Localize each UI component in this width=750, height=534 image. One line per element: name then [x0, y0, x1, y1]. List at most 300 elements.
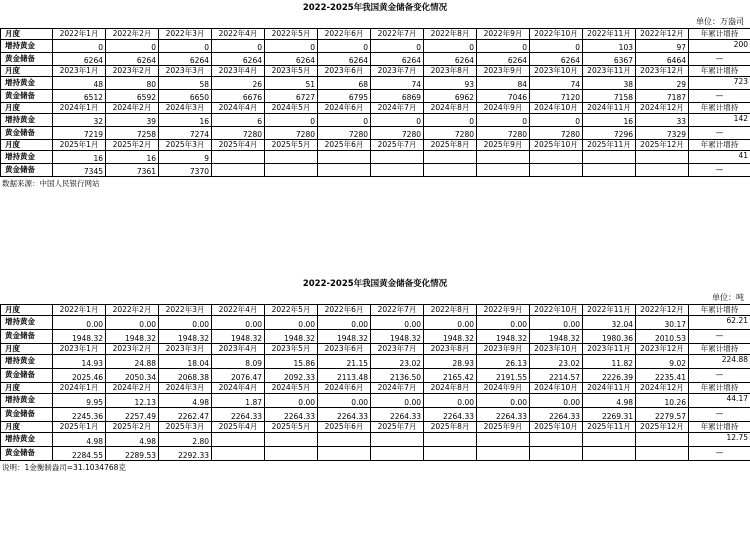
increase-cell: 39 [106, 114, 159, 127]
increase-cell: 0.00 [371, 394, 424, 408]
increase-cell: 28.93 [424, 355, 477, 369]
increase-cell: 103 [583, 40, 636, 53]
reserve-cell: 2269.31 [583, 408, 636, 422]
reserve-cell: 6650 [159, 90, 212, 103]
increase-cell [583, 433, 636, 447]
annual-total-header: 年累计增持 [689, 383, 750, 394]
reserve-cell: 6464 [636, 53, 689, 66]
gold-reserve-table [0, 304, 750, 461]
reserve-cell: 2010.53 [636, 330, 689, 344]
reserve-cell: 6592 [106, 90, 159, 103]
reserve-cell: 1948.32 [318, 330, 371, 344]
reserve-cell: 2226.39 [583, 369, 636, 383]
month-header-cell: 2025年1月 [53, 422, 106, 433]
reserve-cell: 1948.32 [53, 330, 106, 344]
month-header-cell: 2024年9月 [477, 383, 530, 394]
month-header-cell: 2022年9月 [477, 305, 530, 316]
month-header-cell: 2024年7月 [371, 103, 424, 114]
annual-total-header: 年累计增持 [689, 344, 750, 355]
reserve-cell: 2262.47 [159, 408, 212, 422]
reserve-row-label: 黄金储备 [1, 164, 53, 177]
month-header-cell: 2022年6月 [318, 29, 371, 40]
increase-cell: 93 [424, 77, 477, 90]
reserve-cell: 7296 [583, 127, 636, 140]
source-note: 说明：1金衡制盎司=31.1034768克 [2, 463, 126, 472]
month-header-cell: 2025年1月 [53, 140, 106, 151]
reserve-cell: 2289.53 [106, 447, 159, 461]
month-header-cell: 2023年12月 [636, 344, 689, 355]
month-header-cell: 2022年11月 [583, 29, 636, 40]
month-header-cell: 2024年8月 [424, 103, 477, 114]
reserve-cell: 6727 [265, 90, 318, 103]
month-header-cell: 2024年11月 [583, 383, 636, 394]
increase-cell [212, 433, 265, 447]
reserve-cell: 2284.55 [53, 447, 106, 461]
month-header-cell: 2023年4月 [212, 344, 265, 355]
tonne-table-section [0, 276, 750, 475]
annual-total-header: 年累计增持 [689, 140, 750, 151]
increase-cell: 0 [371, 40, 424, 53]
month-header-cell: 2025年4月 [212, 140, 265, 151]
month-header-cell: 2022年5月 [265, 305, 318, 316]
reserve-cell: 6264 [159, 53, 212, 66]
increase-cell: 30.17 [636, 316, 689, 330]
increase-cell: 11.82 [583, 355, 636, 369]
month-header-cell: 2025年12月 [636, 140, 689, 151]
increase-cell: 0.00 [530, 394, 583, 408]
month-header-cell: 2025年5月 [265, 422, 318, 433]
reserve-cell: 7280 [371, 127, 424, 140]
increase-cell: 0.00 [371, 316, 424, 330]
increase-cell: 9 [159, 151, 212, 164]
increase-row-label: 增持黄金 [1, 114, 53, 127]
month-row-label: 月度 [1, 344, 53, 355]
increase-cell: 16 [159, 114, 212, 127]
increase-cell [371, 433, 424, 447]
reserve-cell: 2245.36 [53, 408, 106, 422]
increase-cell: 0 [424, 114, 477, 127]
increase-cell [318, 151, 371, 164]
reserve-row-label: 黄金储备 [1, 127, 53, 140]
month-header-cell: 2024年12月 [636, 383, 689, 394]
month-header-cell: 2022年8月 [424, 305, 477, 316]
reserve-cell [530, 164, 583, 177]
increase-cell: 2.80 [159, 433, 212, 447]
month-header-cell: 2024年12月 [636, 103, 689, 114]
month-header-cell: 2022年8月 [424, 29, 477, 40]
month-header-cell: 2023年9月 [477, 344, 530, 355]
reserve-cell: 2136.50 [371, 369, 424, 383]
month-header-cell: 2024年1月 [53, 103, 106, 114]
increase-row [1, 151, 750, 164]
reserve-cell: 1948.32 [265, 330, 318, 344]
month-header-cell: 2023年1月 [53, 344, 106, 355]
increase-cell: 0 [318, 114, 371, 127]
annual-total-dash: — [689, 369, 750, 383]
increase-cell: 0.00 [318, 394, 371, 408]
reserve-cell: 6512 [53, 90, 106, 103]
reserve-cell: 6264 [212, 53, 265, 66]
reserve-cell [636, 164, 689, 177]
reserve-cell: 7280 [318, 127, 371, 140]
month-header-cell: 2025年3月 [159, 422, 212, 433]
month-header-cell: 2022年10月 [530, 305, 583, 316]
increase-cell: 16 [583, 114, 636, 127]
reserve-cell: 7274 [159, 127, 212, 140]
month-header-cell: 2022年3月 [159, 29, 212, 40]
month-header-cell: 2024年3月 [159, 383, 212, 394]
reserve-row-label: 黄金储备 [1, 330, 53, 344]
annual-total-header: 年累计增持 [689, 305, 750, 316]
month-header-row [1, 422, 750, 433]
reserve-cell [371, 164, 424, 177]
month-header-cell: 2024年5月 [265, 383, 318, 394]
month-header-cell: 2023年3月 [159, 66, 212, 77]
reserve-cell: 6795 [318, 90, 371, 103]
increase-cell: 0 [53, 40, 106, 53]
reserve-row [1, 369, 750, 383]
month-header-cell: 2023年11月 [583, 344, 636, 355]
month-row-label: 月度 [1, 140, 53, 151]
reserve-cell: 6869 [371, 90, 424, 103]
month-header-cell: 2025年2月 [106, 140, 159, 151]
reserve-cell: 7280 [424, 127, 477, 140]
month-header-cell: 2024年10月 [530, 383, 583, 394]
increase-cell: 9.02 [636, 355, 689, 369]
month-header-cell: 2023年12月 [636, 66, 689, 77]
month-header-cell: 2022年2月 [106, 305, 159, 316]
increase-cell: 18.04 [159, 355, 212, 369]
month-header-cell: 2023年6月 [318, 66, 371, 77]
month-row-label: 月度 [1, 422, 53, 433]
month-header-cell: 2025年3月 [159, 140, 212, 151]
reserve-cell: 2264.33 [477, 408, 530, 422]
reserve-cell: 1948.32 [212, 330, 265, 344]
reserve-row-label: 黄金储备 [1, 90, 53, 103]
month-header-cell: 2023年7月 [371, 66, 424, 77]
increase-cell: 74 [530, 77, 583, 90]
reserve-row [1, 90, 750, 103]
reserve-cell [424, 447, 477, 461]
month-row-label: 月度 [1, 66, 53, 77]
increase-cell: 0.00 [159, 316, 212, 330]
reserve-cell: 6676 [212, 90, 265, 103]
reserve-cell [583, 447, 636, 461]
increase-row-label: 增持黄金 [1, 355, 53, 369]
increase-cell: 0 [318, 40, 371, 53]
month-header-cell: 2022年6月 [318, 305, 371, 316]
increase-cell: 58 [159, 77, 212, 90]
reserve-cell: 1948.32 [530, 330, 583, 344]
increase-cell: 16 [106, 151, 159, 164]
month-header-cell: 2025年5月 [265, 140, 318, 151]
increase-cell: 32.04 [583, 316, 636, 330]
reserve-cell: 2264.33 [371, 408, 424, 422]
annual-total-cell: 224.88 [689, 355, 750, 369]
reserve-cell: 1948.32 [477, 330, 530, 344]
month-header-cell: 2022年12月 [636, 305, 689, 316]
increase-cell: 0 [159, 40, 212, 53]
increase-cell: 0.00 [265, 394, 318, 408]
reserve-cell [583, 164, 636, 177]
reserve-cell: 6264 [265, 53, 318, 66]
month-header-cell: 2022年11月 [583, 305, 636, 316]
reserve-cell: 1980.36 [583, 330, 636, 344]
month-header-row [1, 305, 750, 316]
reserve-cell [318, 447, 371, 461]
month-header-cell: 2025年2月 [106, 422, 159, 433]
increase-cell [424, 151, 477, 164]
annual-total-cell: 44.17 [689, 394, 750, 408]
reserve-cell: 2025.46 [53, 369, 106, 383]
reserve-cell [477, 164, 530, 177]
month-header-cell: 2023年11月 [583, 66, 636, 77]
month-header-row [1, 383, 750, 394]
month-header-cell: 2024年8月 [424, 383, 477, 394]
month-header-cell: 2022年10月 [530, 29, 583, 40]
ounce-table-section [0, 0, 750, 191]
reserve-cell: 7345 [53, 164, 106, 177]
increase-cell: 23.02 [530, 355, 583, 369]
month-header-cell: 2025年9月 [477, 140, 530, 151]
reserve-cell: 2292.33 [159, 447, 212, 461]
month-header-cell: 2023年10月 [530, 66, 583, 77]
increase-row [1, 316, 750, 330]
reserve-cell: 7219 [53, 127, 106, 140]
annual-total-header: 年累计增持 [689, 29, 750, 40]
increase-row-label: 增持黄金 [1, 151, 53, 164]
month-header-cell: 2022年1月 [53, 305, 106, 316]
increase-cell: 0 [477, 114, 530, 127]
month-row-label: 月度 [1, 305, 53, 316]
reserve-cell: 1948.32 [159, 330, 212, 344]
increase-cell: 0.00 [530, 316, 583, 330]
increase-cell: 8.09 [212, 355, 265, 369]
reserve-cell: 6264 [530, 53, 583, 66]
reserve-cell: 7361 [106, 164, 159, 177]
increase-cell: 0.00 [318, 316, 371, 330]
reserve-cell: 2076.47 [212, 369, 265, 383]
reserve-row [1, 330, 750, 344]
increase-cell: 68 [318, 77, 371, 90]
reserve-row [1, 408, 750, 422]
increase-cell: 0 [530, 114, 583, 127]
month-header-cell: 2025年11月 [583, 422, 636, 433]
increase-cell: 1.87 [212, 394, 265, 408]
reserve-row [1, 53, 750, 66]
reserve-cell: 2191.55 [477, 369, 530, 383]
increase-row-label: 增持黄金 [1, 433, 53, 447]
reserve-cell: 1948.32 [371, 330, 424, 344]
month-header-cell: 2024年2月 [106, 103, 159, 114]
increase-cell: 0.00 [106, 316, 159, 330]
month-header-cell: 2023年2月 [106, 344, 159, 355]
reserve-cell: 7187 [636, 90, 689, 103]
month-header-cell: 2025年9月 [477, 422, 530, 433]
reserve-cell: 2264.33 [530, 408, 583, 422]
increase-cell: 21.15 [318, 355, 371, 369]
increase-row [1, 40, 750, 53]
reserve-cell: 2264.33 [212, 408, 265, 422]
annual-total-cell: 142 [689, 114, 750, 127]
reserve-cell: 2092.33 [265, 369, 318, 383]
increase-cell: 23.02 [371, 355, 424, 369]
increase-cell: 4.98 [583, 394, 636, 408]
annual-total-header: 年累计增持 [689, 422, 750, 433]
month-header-cell: 2022年1月 [53, 29, 106, 40]
increase-cell: 0.00 [424, 316, 477, 330]
reserve-cell: 6264 [424, 53, 477, 66]
month-header-cell: 2023年2月 [106, 66, 159, 77]
month-header-cell: 2025年6月 [318, 422, 371, 433]
increase-cell: 32 [53, 114, 106, 127]
reserve-cell: 7280 [477, 127, 530, 140]
increase-cell: 15.86 [265, 355, 318, 369]
month-header-cell: 2024年4月 [212, 103, 265, 114]
increase-cell [477, 433, 530, 447]
month-header-cell: 2024年9月 [477, 103, 530, 114]
reserve-row-label: 黄金储备 [1, 447, 53, 461]
unit-label: 单位：万盎司 [696, 17, 744, 26]
reserve-cell: 1948.32 [424, 330, 477, 344]
increase-cell: 48 [53, 77, 106, 90]
increase-cell: 14.93 [53, 355, 106, 369]
reserve-cell: 2068.38 [159, 369, 212, 383]
month-header-cell: 2022年7月 [371, 305, 424, 316]
increase-cell: 0 [265, 114, 318, 127]
reserve-row-label: 黄金储备 [1, 369, 53, 383]
table-title: 2022-2025年我国黄金储备变化情况 [302, 279, 448, 289]
month-header-cell: 2025年10月 [530, 422, 583, 433]
month-header-cell: 2022年2月 [106, 29, 159, 40]
annual-total-cell: 723 [689, 77, 750, 90]
increase-cell [371, 151, 424, 164]
increase-row [1, 355, 750, 369]
month-row-label: 月度 [1, 383, 53, 394]
month-header-cell: 2025年8月 [424, 140, 477, 151]
increase-cell: 29 [636, 77, 689, 90]
month-header-row [1, 103, 750, 114]
reserve-row [1, 164, 750, 177]
reserve-cell: 2050.34 [106, 369, 159, 383]
reserve-cell [530, 447, 583, 461]
reserve-cell: 6264 [318, 53, 371, 66]
annual-total-dash: — [689, 90, 750, 103]
month-header-cell: 2025年4月 [212, 422, 265, 433]
increase-cell: 16 [53, 151, 106, 164]
month-row-label: 月度 [1, 103, 53, 114]
increase-cell: 0 [530, 40, 583, 53]
month-header-cell: 2024年5月 [265, 103, 318, 114]
month-header-cell: 2023年7月 [371, 344, 424, 355]
month-header-cell: 2025年10月 [530, 140, 583, 151]
increase-cell: 0 [477, 40, 530, 53]
increase-cell [636, 433, 689, 447]
increase-cell: 0.00 [212, 316, 265, 330]
increase-cell: 74 [371, 77, 424, 90]
increase-cell: 4.98 [106, 433, 159, 447]
annual-total-header: 年累计增持 [689, 66, 750, 77]
month-header-row [1, 344, 750, 355]
annual-total-header: 年累计增持 [689, 103, 750, 114]
reserve-cell: 6264 [106, 53, 159, 66]
increase-cell: 97 [636, 40, 689, 53]
reserve-cell: 7158 [583, 90, 636, 103]
increase-cell: 84 [477, 77, 530, 90]
reserve-cell [424, 164, 477, 177]
reserve-cell: 6962 [424, 90, 477, 103]
increase-cell: 4.98 [159, 394, 212, 408]
month-header-cell: 2022年4月 [212, 29, 265, 40]
month-header-cell: 2024年6月 [318, 103, 371, 114]
increase-cell: 0.00 [265, 316, 318, 330]
month-header-cell: 2025年8月 [424, 422, 477, 433]
increase-cell [212, 151, 265, 164]
month-header-cell: 2024年11月 [583, 103, 636, 114]
increase-cell: 0.00 [53, 316, 106, 330]
increase-cell: 26 [212, 77, 265, 90]
increase-cell: 10.26 [636, 394, 689, 408]
month-header-cell: 2023年5月 [265, 66, 318, 77]
month-header-cell: 2025年7月 [371, 422, 424, 433]
month-header-cell: 2023年5月 [265, 344, 318, 355]
reserve-cell: 2165.42 [424, 369, 477, 383]
reserve-cell: 2235.41 [636, 369, 689, 383]
month-header-row [1, 29, 750, 40]
month-header-cell: 2024年2月 [106, 383, 159, 394]
annual-total-cell: 62.21 [689, 316, 750, 330]
month-header-row [1, 66, 750, 77]
gold-reserve-table [0, 28, 750, 177]
month-header-cell: 2022年12月 [636, 29, 689, 40]
annual-total-dash: — [689, 447, 750, 461]
reserve-cell: 2279.57 [636, 408, 689, 422]
month-header-cell: 2022年3月 [159, 305, 212, 316]
increase-cell: 33 [636, 114, 689, 127]
increase-cell: 80 [106, 77, 159, 90]
increase-cell: 0 [424, 40, 477, 53]
annual-total-dash: — [689, 53, 750, 66]
reserve-cell [318, 164, 371, 177]
increase-row-label: 增持黄金 [1, 40, 53, 53]
month-header-cell: 2023年6月 [318, 344, 371, 355]
annual-total-dash: — [689, 127, 750, 140]
reserve-cell: 2214.57 [530, 369, 583, 383]
reserve-cell: 2257.49 [106, 408, 159, 422]
annual-total-dash: — [689, 164, 750, 177]
month-header-cell: 2025年12月 [636, 422, 689, 433]
reserve-cell: 7120 [530, 90, 583, 103]
month-header-cell: 2024年3月 [159, 103, 212, 114]
reserve-cell: 2264.33 [265, 408, 318, 422]
reserve-cell: 7280 [212, 127, 265, 140]
reserve-cell [265, 164, 318, 177]
increase-cell: 0 [265, 40, 318, 53]
month-header-cell: 2024年6月 [318, 383, 371, 394]
reserve-cell: 7329 [636, 127, 689, 140]
month-header-cell: 2025年11月 [583, 140, 636, 151]
month-header-cell: 2023年10月 [530, 344, 583, 355]
reserve-cell: 7046 [477, 90, 530, 103]
month-header-row [1, 140, 750, 151]
increase-cell [318, 433, 371, 447]
increase-cell: 24.88 [106, 355, 159, 369]
annual-total-cell: 200 [689, 40, 750, 53]
increase-cell: 51 [265, 77, 318, 90]
reserve-row-label: 黄金储备 [1, 408, 53, 422]
reserve-cell: 2264.33 [424, 408, 477, 422]
annual-total-dash: — [689, 408, 750, 422]
